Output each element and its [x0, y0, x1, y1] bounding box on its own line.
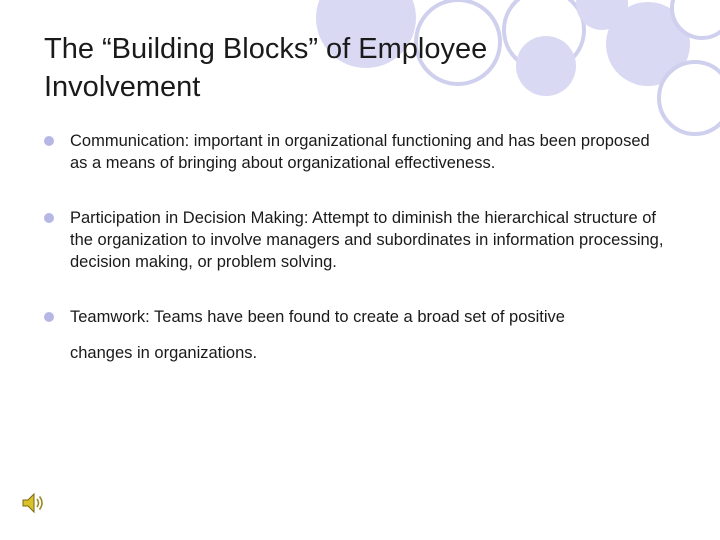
bullet-list: [44, 130, 664, 364]
speaker-icon[interactable]: [20, 490, 46, 516]
bullet-communication: [44, 130, 664, 174]
bullet-text-line1: Teamwork: Teams have been found to create a broad set of positive: [70, 308, 565, 326]
circle-bullet-icon: [44, 213, 54, 223]
circle-bullet-icon: [44, 136, 54, 146]
circle-bullet-icon: [44, 312, 54, 322]
bullet-text: Participation in Decision Making: Attempt to diminish the hierarchical structure of the organization to involve managers and subordinates in information processing, decision making, or problem solving.: [70, 209, 664, 271]
bullet-participation: [44, 207, 664, 273]
bullet-text-line2: changes in organizations.: [70, 344, 258, 362]
slide-title: The “Building Blocks” of Employee Involvement: [44, 33, 488, 103]
bullet-teamwork: [44, 306, 664, 364]
bullet-text: Communication: important in organizational functioning and has been proposed as a means of bringing about organizational effectiveness.: [70, 132, 650, 172]
deco-circle: [659, 62, 720, 134]
